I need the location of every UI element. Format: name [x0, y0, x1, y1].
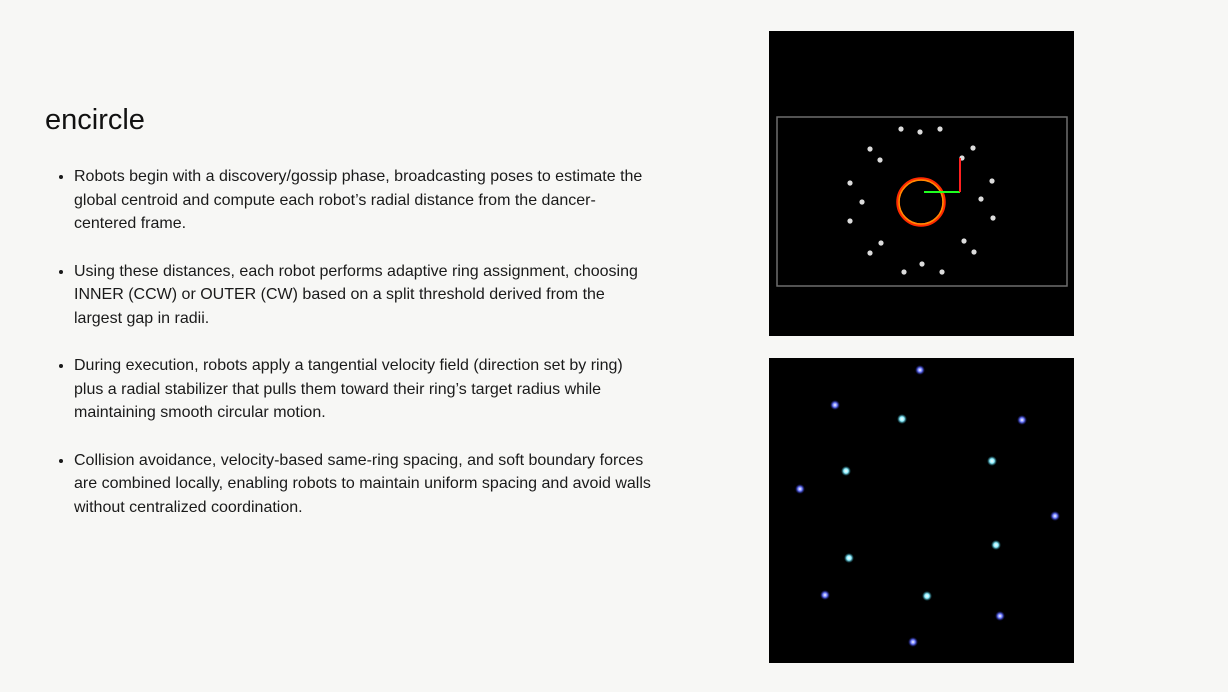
simulation-canvas	[769, 31, 1074, 336]
robot-marker	[971, 249, 976, 254]
robot-marker	[847, 218, 852, 223]
robot-marker	[939, 269, 944, 274]
robot-light	[995, 611, 1005, 621]
robot-light	[915, 365, 925, 375]
dancer-ring-inner	[899, 180, 943, 224]
robot-light	[987, 456, 997, 466]
robot-marker	[917, 129, 922, 134]
robot-marker	[978, 196, 983, 201]
arena-boundary	[777, 117, 1067, 286]
robot-marker	[970, 145, 975, 150]
robot-marker	[867, 250, 872, 255]
robot-light	[844, 553, 854, 563]
dancer-ring	[898, 179, 944, 225]
robot-light	[922, 591, 932, 601]
robot-light	[908, 637, 918, 647]
slide-title: encircle	[45, 104, 145, 136]
robot-group	[847, 126, 995, 274]
robot-light	[1050, 511, 1060, 521]
simulation-figure	[769, 31, 1074, 336]
robot-light	[1017, 415, 1027, 425]
bullet-item: • During execution, robots apply a tangential velocity field (direction set by ring) plus a radial stabilizer that pulls them toward their ring’s target radius while maintaining smooth circular motion.	[74, 354, 654, 425]
robot-marker	[919, 261, 924, 266]
robot-marker	[867, 146, 872, 151]
robot-marker	[990, 215, 995, 220]
robot-light	[830, 400, 840, 410]
bullet-item: • Using these distances, each robot performs adaptive ring assignment, choosing INNER (CCW) or OUTER (CW) based on a split threshold derived from the largest gap in radii.	[74, 260, 654, 331]
bullet-item: • Robots begin with a discovery/gossip phase, broadcasting poses to estimate the global centroid and compute each robot’s radial distance from the dancer-centered frame.	[74, 165, 654, 236]
robot-light	[897, 414, 907, 424]
robot-light	[795, 484, 805, 494]
bullet-list	[56, 165, 654, 543]
robot-light	[820, 590, 830, 600]
robot-marker	[989, 178, 994, 183]
robot-marker	[898, 126, 903, 131]
robot-light	[841, 466, 851, 476]
camera-canvas	[769, 358, 1074, 663]
robot-light-group	[795, 365, 1060, 647]
robot-marker	[961, 238, 966, 243]
bullet-item: • Collision avoidance, velocity-based same-ring spacing, and soft boundary forces are combined locally, enabling robots to maintain uniform spacing and avoid walls without centralized coordination.	[74, 449, 654, 520]
robot-marker	[877, 157, 882, 162]
robot-marker	[878, 240, 883, 245]
robot-light	[991, 540, 1001, 550]
camera-figure	[769, 358, 1074, 663]
robot-marker	[901, 269, 906, 274]
robot-marker	[847, 180, 852, 185]
robot-marker	[937, 126, 942, 131]
robot-marker	[859, 199, 864, 204]
